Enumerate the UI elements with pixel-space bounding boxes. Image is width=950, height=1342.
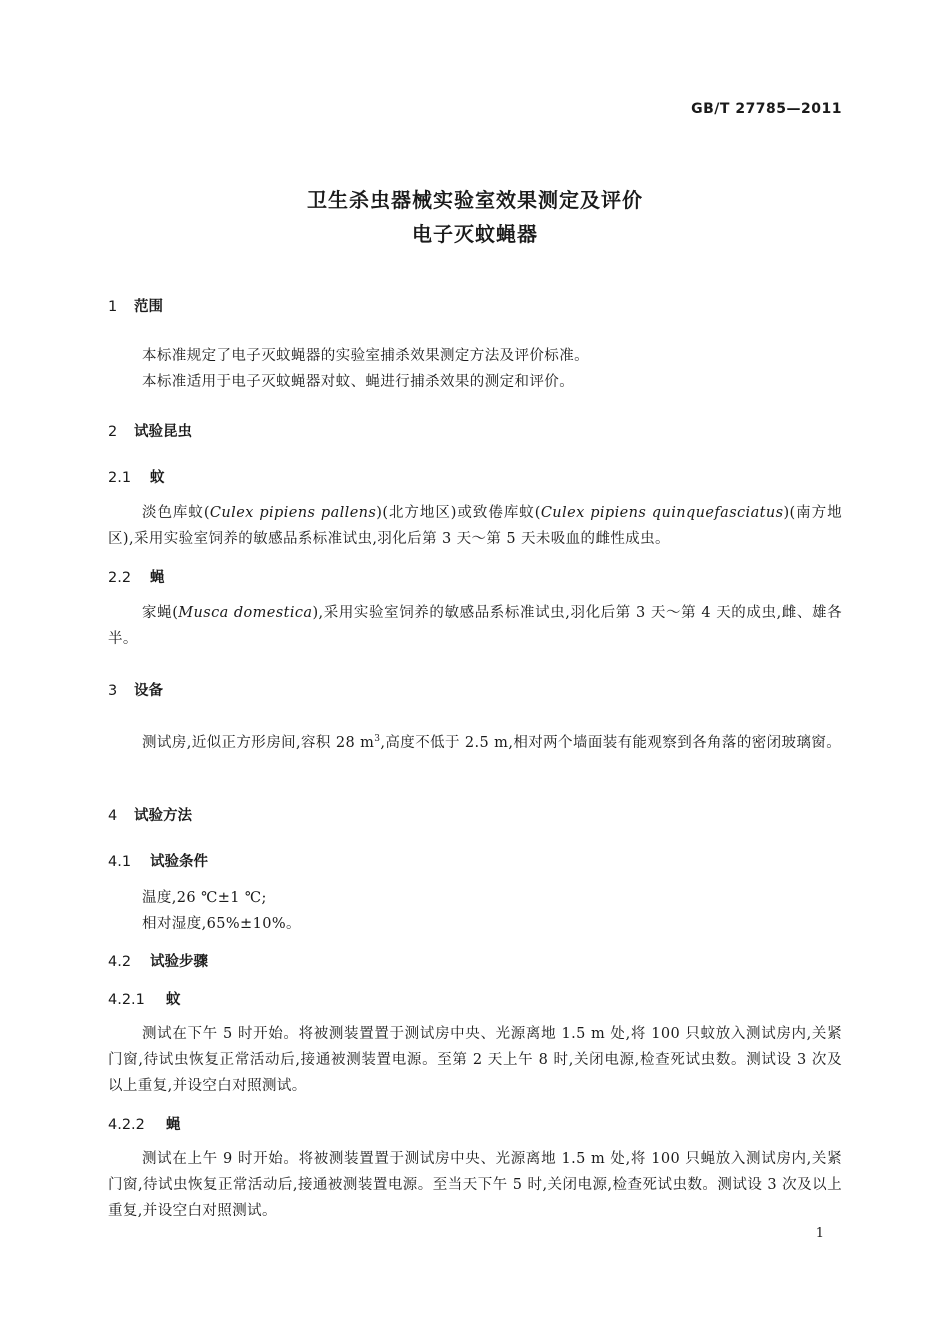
section-number: 2.1: [108, 470, 132, 486]
section-title: 试验步骤: [150, 954, 208, 970]
section-2-1-heading: [108, 466, 165, 487]
section-number: 4.2.1: [108, 992, 145, 1008]
species-name: Culex pipiens pallens: [209, 505, 377, 521]
section-number: 4: [108, 808, 118, 824]
section-title: 试验昆虫: [134, 424, 192, 440]
section-2-1-paragraph: [108, 500, 842, 552]
section-4-2-2-heading: [108, 1113, 181, 1134]
section-2-heading: [108, 420, 192, 441]
text-run: )(南方地区),采用实验室饲养的敏感品系标准试虫,羽化后第 3 天～第 5 天未吸血的雌性成虫。: [108, 505, 842, 547]
section-number: 4.2.2: [108, 1117, 145, 1133]
section-number: 3: [108, 683, 118, 699]
section-title: 设备: [134, 683, 163, 699]
section-4-heading: [108, 804, 192, 825]
document-title-line-2: 电子灭蚊蝇器: [412, 222, 538, 246]
text-run: ,高度不低于 2.5 m,相对两个墙面装有能观察到各角落的密闭玻璃窗。: [380, 734, 842, 751]
section-number: 4.2: [108, 954, 132, 970]
text-run: 淡色库蚊(: [142, 505, 210, 521]
superscript: 3: [374, 734, 381, 744]
section-title: 蚊: [166, 992, 181, 1008]
section-1-paragraph-2: 本标准适用于电子灭蚊蝇器对蚊、蝇进行捕杀效果的测定和评价。: [142, 374, 575, 390]
species-name: Musca domestica: [178, 605, 313, 621]
text-run: 家蝇(: [142, 605, 179, 621]
text-run: )(北方地区)或致倦库蚊(: [376, 505, 541, 521]
document-title-line-1: 卫生杀虫器械实验室效果测定及评价: [307, 188, 643, 212]
section-3-heading: [108, 679, 163, 700]
section-number: 2.2: [108, 570, 132, 586]
section-4-2-2-paragraph: 测试在上午 9 时开始。将被测装置置于测试房中央、光源离地 1.5 m 处,将 100 只蝇放入测试房内,关紧门窗,待试虫恢复正常活动后,接通被测装置电源。至当天下午 5 时,关闭电源,检查死试虫数。测试设 3 次及以上重复,并设空白对照测试。: [108, 1151, 842, 1219]
section-title: 范围: [134, 299, 163, 315]
standard-code: GB/T 27785—2011: [691, 101, 842, 117]
section-number: 1: [108, 299, 118, 315]
section-3-paragraph: [108, 726, 842, 756]
section-4-2-1-heading: [108, 988, 181, 1009]
section-number: 2: [108, 424, 118, 440]
section-4-2-1-paragraph: 测试在下午 5 时开始。将被测装置置于测试房中央、光源离地 1.5 m 处,将 100 只蚊放入测试房内,关紧门窗,待试虫恢复正常活动后,接通被测装置电源。至第 2 天上午 8 时,关闭电源,检查死试虫数。测试设 3 次及以上重复,并设空白对照测试。: [108, 1026, 842, 1094]
section-title: 试验方法: [134, 808, 192, 824]
section-title: 蚊: [150, 470, 165, 486]
section-title: 蝇: [150, 570, 165, 586]
text-run: 测试房,近似正方形房间,容积 28 m: [142, 734, 375, 751]
section-1-paragraph-1: 本标准规定了电子灭蚊蝇器的实验室捕杀效果测定方法及评价标准。: [142, 348, 589, 364]
page-number: 1: [815, 1226, 824, 1241]
section-title: 试验条件: [150, 854, 208, 870]
section-4-1-heading: [108, 850, 208, 871]
section-4-2-heading: [108, 950, 208, 971]
section-title: 蝇: [166, 1117, 181, 1133]
section-2-2-paragraph: [108, 600, 842, 652]
species-name: Culex pipiens quinquefasciatus: [540, 505, 784, 521]
temperature-condition: 温度,26 ℃±1 ℃;: [142, 890, 267, 906]
section-number: 4.1: [108, 854, 132, 870]
humidity-condition: 相对湿度,65%±10%。: [142, 916, 301, 932]
section-2-2-heading: [108, 566, 165, 587]
text-run: ),采用实验室饲养的敏感品系标准试虫,羽化后第 3 天～第 4 天的成虫,雌、雄各半。: [108, 605, 842, 647]
section-1-heading: [108, 295, 163, 316]
